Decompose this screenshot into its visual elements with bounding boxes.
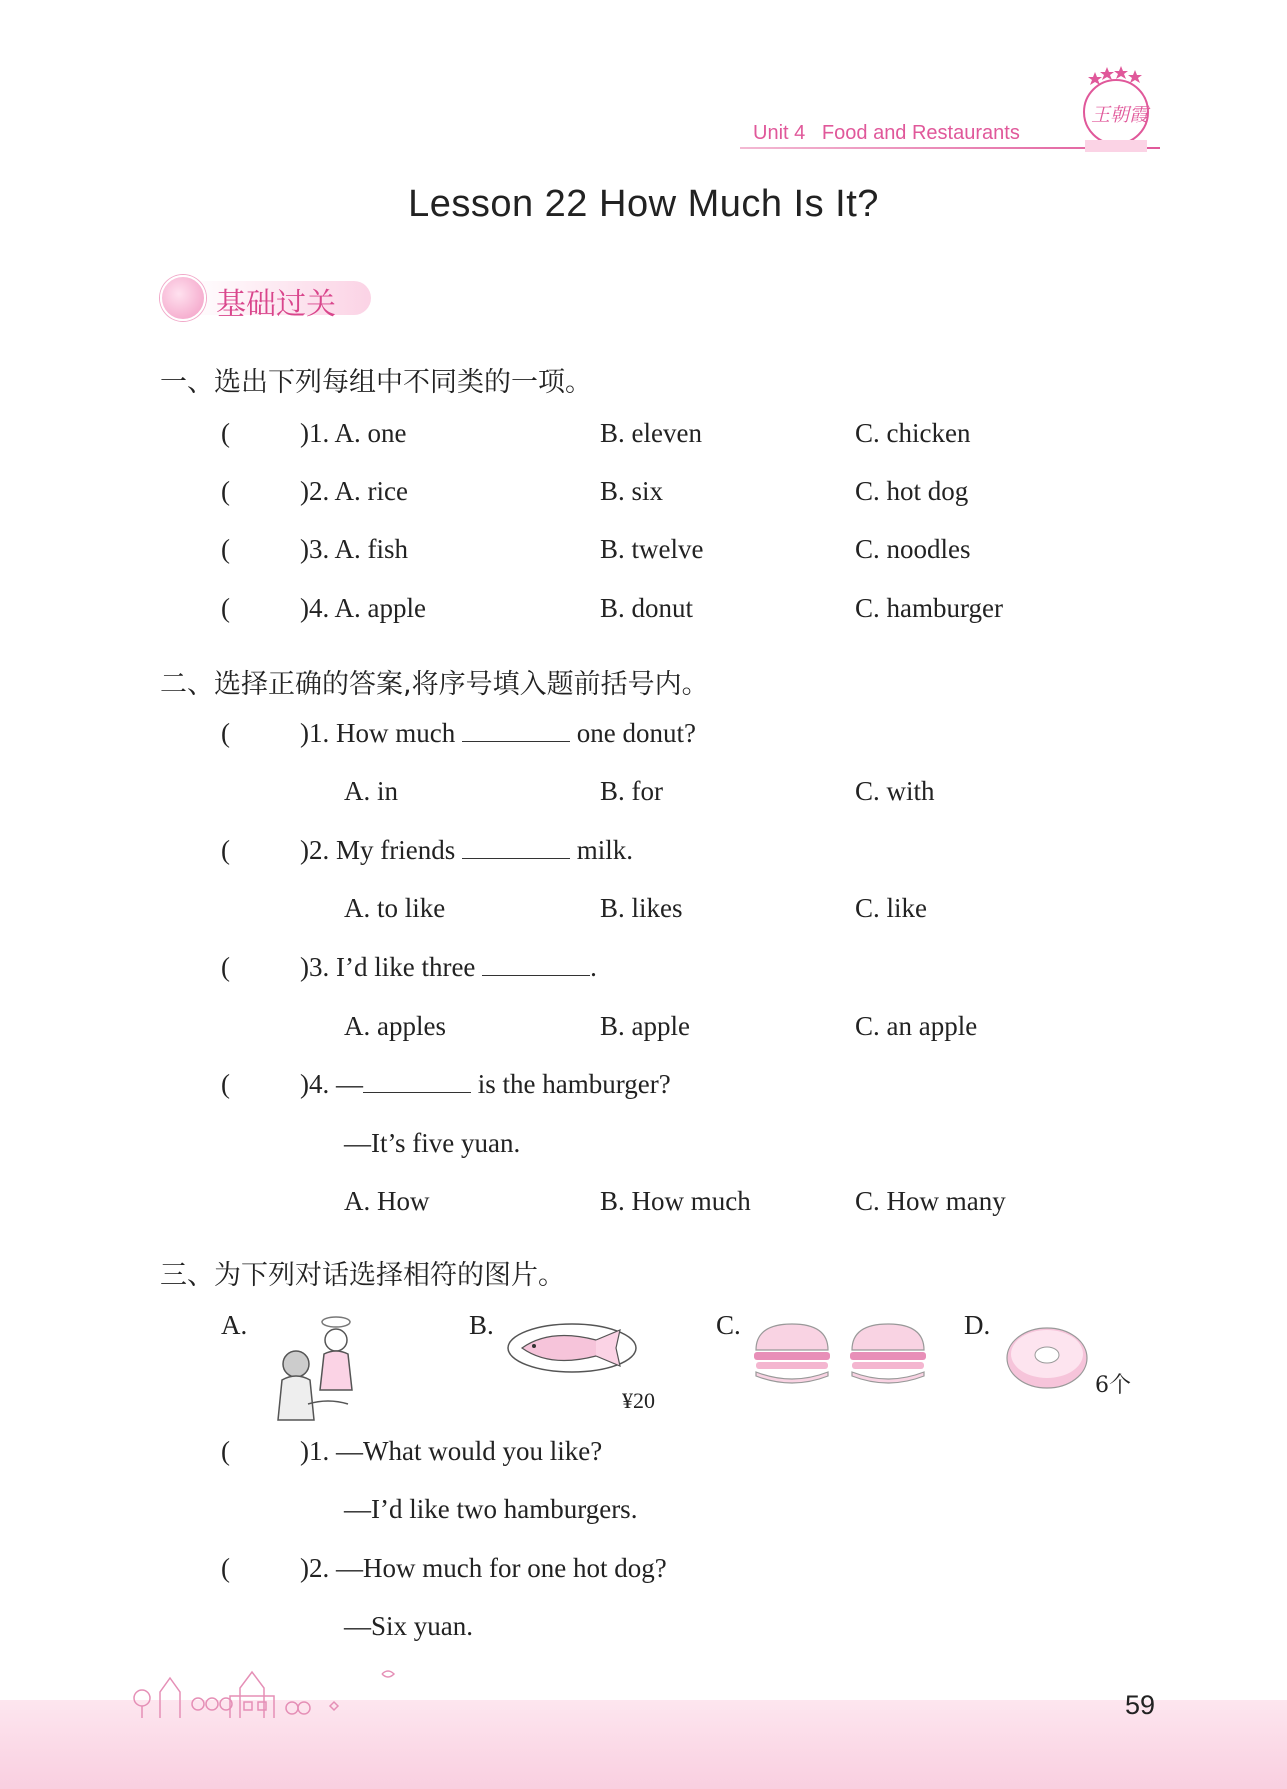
s1-q1-option-a: )1. A. one xyxy=(300,418,407,448)
s3-q2-line1: )2. —How much for one hot dog? xyxy=(300,1553,667,1583)
s1-q3-option-a: )3. A. fish xyxy=(300,534,408,564)
picture-b-label: B. xyxy=(469,1310,494,1340)
section1-heading: 一、选出下列每组中不同类的一项。 xyxy=(160,367,592,398)
town-icon xyxy=(120,1648,400,1718)
badge-avatar-icon xyxy=(160,275,206,321)
brand-logo xyxy=(1075,62,1157,154)
s2-q4-answer-line: —It’s five yuan. xyxy=(344,1128,521,1158)
picture-b-fish-plate xyxy=(500,1318,640,1378)
unit-label: Unit 4 xyxy=(753,122,806,144)
s2-q4-option-b: B. How much xyxy=(600,1186,751,1216)
badge-text: 基础过关 xyxy=(216,287,336,322)
answer-paren[interactable]: ( xyxy=(221,1069,230,1099)
s1-q2-option-a: )2. A. rice xyxy=(300,476,408,506)
s3-q1-line2: —I’d like two hamburgers. xyxy=(344,1494,638,1524)
stem-text: one donut? xyxy=(569,718,696,748)
answer-paren[interactable]: ( xyxy=(221,1553,230,1583)
fill-blank[interactable] xyxy=(482,953,590,976)
s1-q4-option-b: B. donut xyxy=(600,593,694,623)
s2-q3-option-a: A. apples xyxy=(344,1011,446,1041)
stem-text: )3. I’d like three xyxy=(300,952,483,982)
answer-paren[interactable]: ( xyxy=(221,835,230,865)
stem-text: )2. My friends xyxy=(300,835,462,865)
s2-q3-stem xyxy=(300,952,597,983)
s1-q1-option-b: B. eleven xyxy=(600,418,702,448)
answer-paren[interactable]: ( xyxy=(221,476,230,506)
hamburger-icon xyxy=(752,1320,932,1388)
stem-text: )1. How much xyxy=(300,718,462,748)
header-unit xyxy=(753,122,1020,145)
picture-a-kids-eating xyxy=(268,1312,368,1427)
fish-plate-icon xyxy=(500,1318,640,1378)
footer-town-illustration xyxy=(120,1648,400,1718)
s2-q1-option-a: A. in xyxy=(344,776,398,806)
answer-paren[interactable]: ( xyxy=(221,1436,230,1466)
s1-q4-option-a: )4. A. apple xyxy=(300,593,426,623)
answer-paren[interactable]: ( xyxy=(221,952,230,982)
s1-q4-option-c: C. hamburger xyxy=(855,593,1003,623)
s2-q4-option-a: A. How xyxy=(344,1186,430,1216)
lesson-title: Lesson 22 How Much Is It? xyxy=(408,183,879,225)
kids-eating-icon xyxy=(268,1312,368,1427)
s2-q1-stem xyxy=(300,718,696,749)
s1-q2-option-c: C. hot dog xyxy=(855,476,969,506)
page-number: 59 xyxy=(1125,1690,1156,1720)
stem-text: )4. — xyxy=(300,1069,363,1099)
picture-d-donut xyxy=(1005,1322,1089,1392)
s1-q3-option-b: B. twelve xyxy=(600,534,704,564)
s2-q3-option-b: B. apple xyxy=(600,1011,690,1041)
s2-q2-option-a: A. to like xyxy=(344,893,446,923)
stem-text: . xyxy=(590,952,597,982)
s3-q2-line2: —Six yuan. xyxy=(344,1611,474,1641)
s2-q3-option-c: C. an apple xyxy=(855,1011,978,1041)
picture-d-label: D. xyxy=(964,1310,991,1340)
donut-icon xyxy=(1005,1322,1089,1392)
fill-blank[interactable] xyxy=(363,1070,471,1093)
logo-text: 王朝霞 xyxy=(1091,104,1149,126)
fill-blank[interactable] xyxy=(462,719,570,742)
section-badge xyxy=(160,275,375,322)
s2-q1-option-c: C. with xyxy=(855,776,935,806)
picture-c-hamburgers xyxy=(752,1320,932,1388)
answer-paren[interactable]: ( xyxy=(221,593,230,623)
s1-q1-option-c: C. chicken xyxy=(855,418,971,448)
stem-text: milk. xyxy=(569,835,633,865)
s2-q4-option-c: C. How many xyxy=(855,1186,1006,1216)
s2-q1-option-b: B. for xyxy=(600,776,663,806)
picture-b-price: ¥20 xyxy=(622,1388,655,1413)
picture-d-count: 6个 xyxy=(1095,1373,1131,1398)
answer-paren[interactable]: ( xyxy=(221,418,230,448)
unit-title: Food and Restaurants xyxy=(821,122,1020,144)
stem-text: is the hamburger? xyxy=(471,1069,671,1099)
section2-heading: 二、选择正确的答案,将序号填入题前括号内。 xyxy=(160,669,709,700)
s2-q2-option-b: B. likes xyxy=(600,893,683,923)
answer-paren[interactable]: ( xyxy=(221,534,230,564)
section3-heading: 三、为下列对话选择相符的图片。 xyxy=(160,1260,565,1291)
s3-q1-line1: )1. —What would you like? xyxy=(300,1436,603,1466)
answer-paren[interactable]: ( xyxy=(221,718,230,748)
picture-c-label: C. xyxy=(716,1310,741,1340)
fill-blank[interactable] xyxy=(462,836,570,859)
s2-q4-stem xyxy=(300,1069,671,1100)
s2-q2-stem xyxy=(300,835,633,866)
picture-a-label: A. xyxy=(221,1310,248,1340)
s1-q3-option-c: C. noodles xyxy=(855,534,971,564)
s1-q2-option-b: B. six xyxy=(600,476,664,506)
s2-q2-option-c: C. like xyxy=(855,893,927,923)
